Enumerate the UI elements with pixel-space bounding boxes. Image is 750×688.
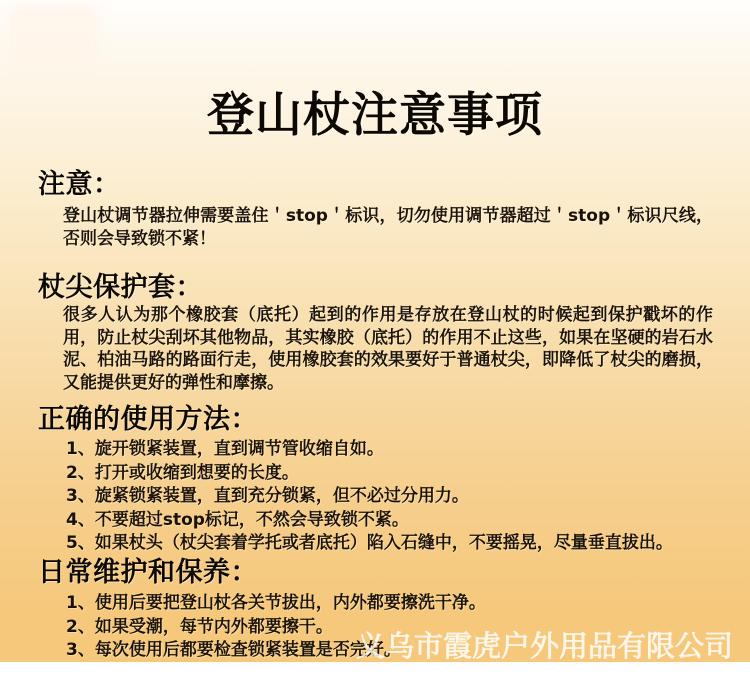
usage-list bbox=[66, 438, 726, 556]
section-tip-cover-heading: 杖尖保护套： bbox=[38, 272, 203, 303]
maintenance-list-item: 2、如果受潮，每节内外都要擦干。 bbox=[66, 616, 333, 637]
section-notice-body: 登山杖调节器拉伸需要盖住＇stop＇标识，切勿使用调节器超过＇stop＇标识尺线，否则会导致锁不紧！ bbox=[63, 206, 713, 249]
company-watermark: 义乌市霞虎户外用品有限公司 bbox=[356, 629, 734, 662]
section-tip-cover-body: 很多人认为那个橡胶套（底托）起到的作用是存放在登山杖的时候起到保护戳坏的作用，防止杖尖刮坏其他物品，其实橡胶（底托）的作用不止这些，如果在坚硬的岩石水泥、柏油马路的路面行走，使用橡胶套的效果要好于普通杖尖，即降低了杖尖的磨损，又能提供更好的弹性和摩擦。 bbox=[63, 305, 713, 393]
page-title: 登山杖注意事项 bbox=[207, 88, 543, 143]
usage-list-item: 1、旋开锁紧装置，直到调节管收缩自如。 bbox=[66, 439, 384, 459]
maintenance-list-item: 1、使用后要把登山杖各关节拔出，内外都要擦洗干净。 bbox=[66, 593, 486, 613]
usage-list-item: 2、打开或收缩到想要的长度。 bbox=[66, 462, 299, 483]
usage-list-item: 5、如果杖头（杖尖套着学托或者底托）陷入石缝中，不要摇晃，尽量垂直拔出。 bbox=[66, 533, 673, 553]
erased-logo-patch bbox=[8, 4, 98, 64]
usage-list-item: 3、旋紧锁紧装置，直到充分锁紧，但不必过分用力。 bbox=[66, 486, 469, 506]
usage-list-item: 4、不要超过stop标记，不然会导致锁不紧。 bbox=[66, 509, 409, 530]
maintenance-list-item: 3、每次使用后都要检查锁紧装置是否完好。 bbox=[66, 640, 401, 660]
section-notice-heading: 注意： bbox=[38, 169, 121, 200]
section-usage-heading: 正确的使用方法： bbox=[38, 404, 258, 435]
section-maintenance-heading: 日常维护和保养： bbox=[38, 557, 258, 588]
